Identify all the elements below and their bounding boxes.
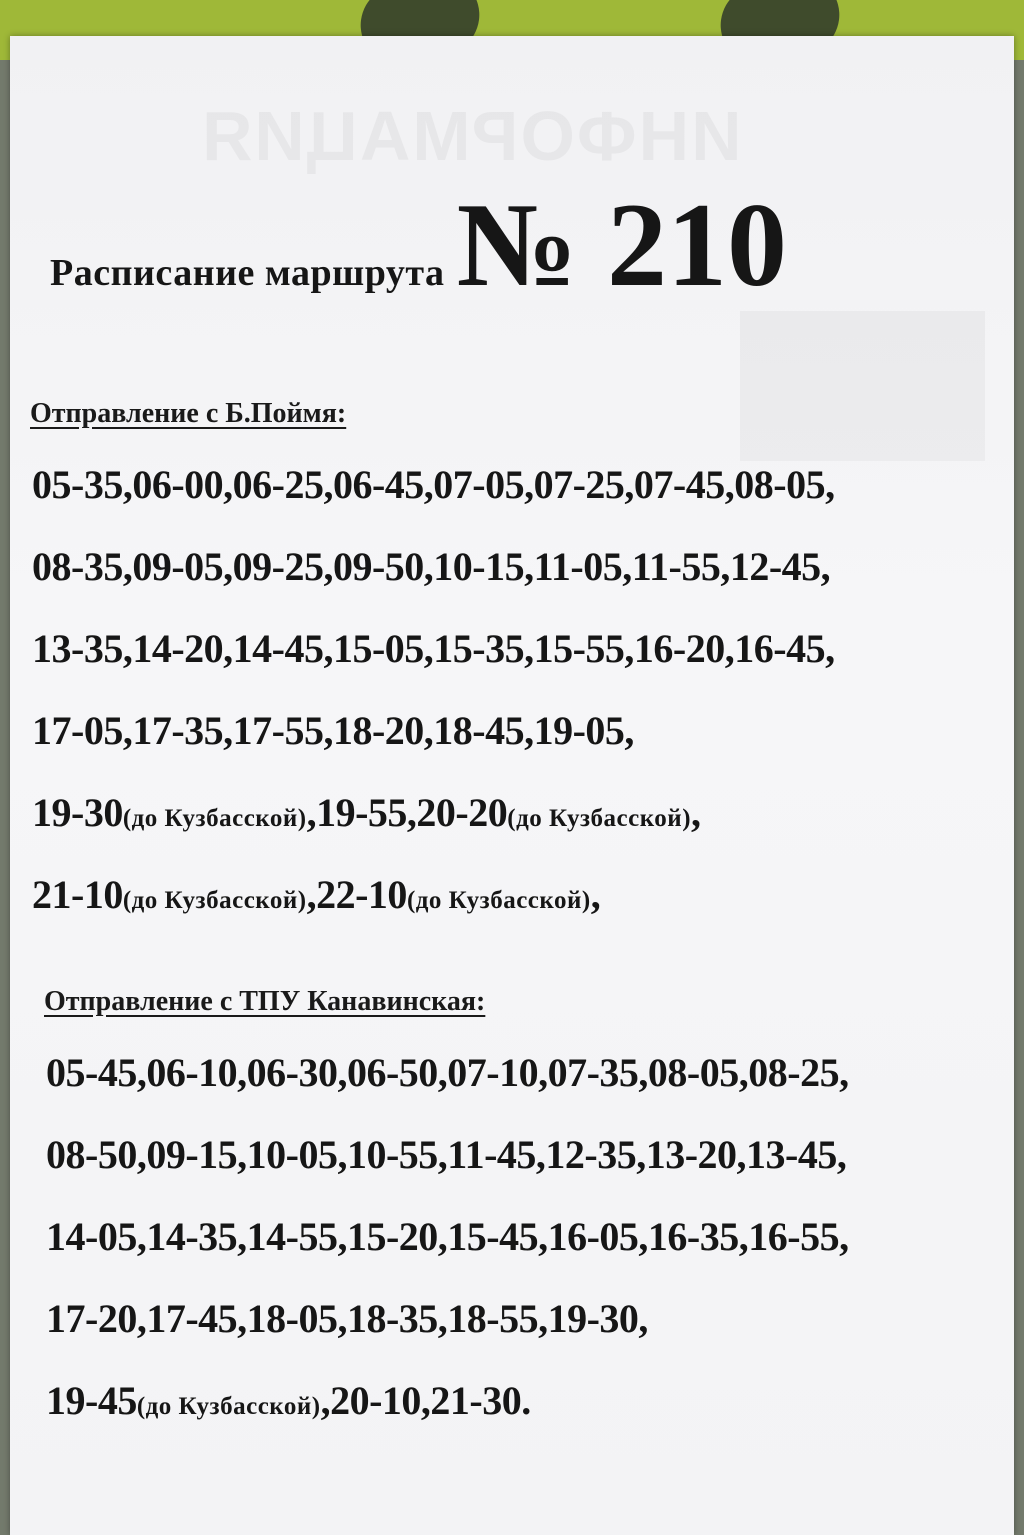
route-number: № 210 [456, 178, 788, 311]
title-text: Расписание маршрута [50, 252, 445, 294]
paper-blot [740, 311, 985, 461]
departure-times: ,20-10,21-30. [320, 1378, 531, 1423]
destination-note: (до Кузбасской) [507, 805, 692, 832]
departure-times-row [32, 854, 835, 936]
schedule-title [50, 176, 787, 314]
watermark-show-through [200, 96, 741, 176]
departure-times: 17-05,17-35,17-55,18-20,18-45,19-05, [32, 708, 634, 753]
departure-times-row [46, 1196, 849, 1278]
departure-times-row [46, 1360, 849, 1442]
departure-times: 08-35,09-05,09-25,09-50,10-15,11-05,11-55,12-45, [32, 544, 831, 589]
destination-note: (до Кузбасской) [136, 1393, 321, 1420]
destination-note: (до Кузбасской) [122, 887, 307, 914]
section-heading-b-poima: Отправление с Б.Поймя: [30, 398, 347, 429]
departure-times-row [46, 1032, 849, 1114]
destination-note: (до Кузбасской) [406, 887, 591, 914]
departure-times: ,22-10 [306, 872, 407, 917]
departure-times: 08-50,09-15,10-05,10-55,11-45,12-35,13-20,13-45, [46, 1132, 847, 1177]
departure-times: 13-35,14-20,14-45,15-05,15-35,15-55,16-20,16-45, [32, 626, 835, 671]
destination-note: (до Кузбасской) [122, 805, 307, 832]
departure-times: 05-45,06-10,06-30,06-50,07-10,07-35,08-05,08-25, [46, 1050, 849, 1095]
departure-times-row [32, 526, 835, 608]
departure-times-row [32, 444, 835, 526]
departure-times: 17-20,17-45,18-05,18-35,18-55,19-30, [46, 1296, 648, 1341]
departure-times: , [590, 872, 601, 917]
departure-times: 05-35,06-00,06-25,06-45,07-05,07-25,07-45,08-05, [32, 462, 835, 507]
departure-times-row [46, 1114, 849, 1196]
departure-times-row [32, 608, 835, 690]
departure-times: 19-30 [32, 790, 123, 835]
departure-times-row [32, 772, 835, 854]
departure-times-row [46, 1278, 849, 1360]
departure-times: ,19-55,20-20 [306, 790, 508, 835]
times-block-b-poima [32, 444, 835, 936]
departure-times-row [32, 690, 835, 772]
departure-times: 19-45 [46, 1378, 137, 1423]
section-heading-kanavinskaya: Отправление с ТПУ Канавинская: [44, 986, 486, 1017]
times-block-kanavinskaya [46, 1032, 849, 1442]
departure-times: 14-05,14-35,14-55,15-20,15-45,16-05,16-35,16-55, [46, 1214, 849, 1259]
departure-times: 21-10 [32, 872, 123, 917]
schedule-sheet [10, 36, 1014, 1535]
departure-times: , [691, 790, 701, 835]
